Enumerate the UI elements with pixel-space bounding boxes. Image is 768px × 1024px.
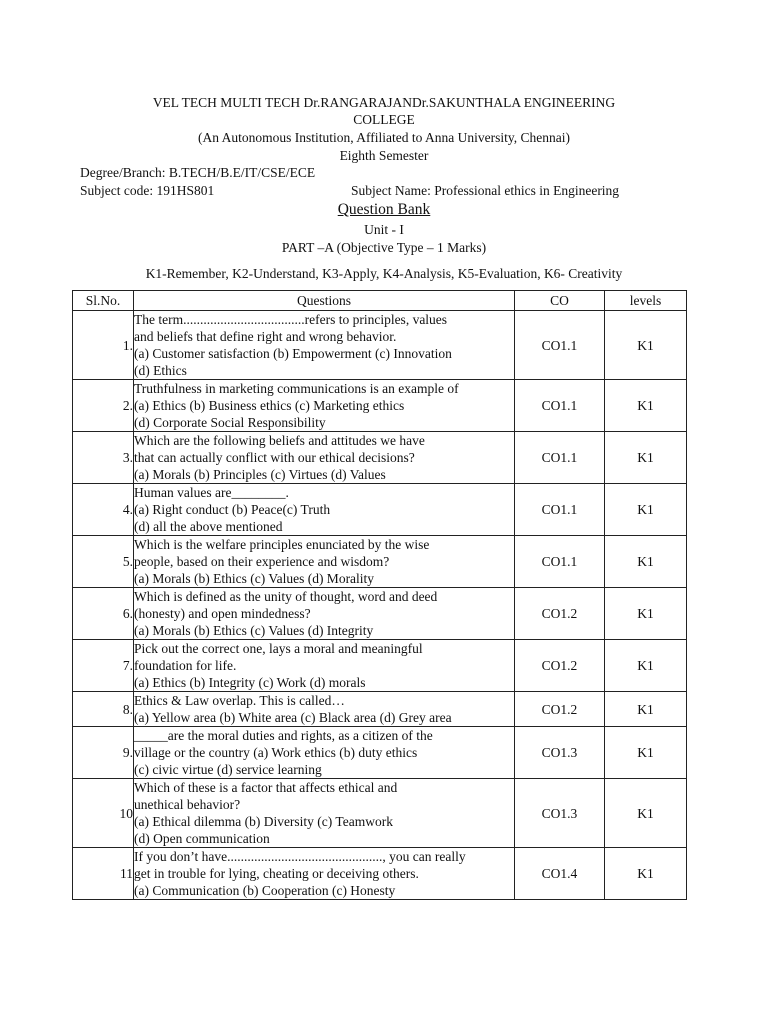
course-outcome: CO1.2 [515, 640, 605, 692]
knowledge-level: K1 [605, 692, 687, 727]
question-cell [134, 311, 515, 380]
serial-number: 4. [73, 484, 134, 536]
question-text-line: (a) Right conduct (b) Peace(c) Truth [134, 502, 331, 517]
course-outcome: CO1.1 [515, 536, 605, 588]
question-text-line: (a) Ethics (b) Business ethics (c) Marketing ethics [134, 398, 405, 413]
question-text-line: (a) Morals (b) Principles (c) Virtues (d) Values [134, 467, 386, 482]
course-outcome: CO1.1 [515, 432, 605, 484]
column-header-questions: Questions [134, 291, 515, 311]
column-header-slno: Sl.No. [73, 291, 134, 311]
question-text-line: (a) Morals (b) Ethics (c) Values (d) Morality [134, 571, 375, 586]
question-text-line: that can actually conflict with our ethical decisions? [134, 450, 415, 465]
question-text-line: (d) all the above mentioned [134, 519, 283, 534]
college-name-line2: COLLEGE [353, 112, 415, 127]
question-text-line: (c) civic virtue (d) service learning [134, 762, 322, 777]
course-outcome: CO1.3 [515, 779, 605, 848]
degree-branch-text: Degree/Branch: B.TECH/B.E/IT/CSE/ECE [80, 165, 316, 180]
question-text-line: (d) Open communication [134, 831, 270, 846]
knowledge-level: K1 [605, 848, 687, 900]
question-text-line: (a) Communication (b) Cooperation (c) Honesty [134, 883, 396, 898]
serial-number: 2. [73, 380, 134, 432]
question-text-line: Human values are________. [134, 485, 289, 500]
question-text-line: unethical behavior? [134, 797, 241, 812]
question-text-line: Pick out the correct one, lays a moral and meaningful [134, 641, 423, 656]
question-text-line: If you don’t have.............................................., you can really [134, 849, 466, 864]
question-cell [134, 380, 515, 432]
question-cell [134, 536, 515, 588]
question-text-line: The term....................................refers to principles, values [134, 312, 448, 327]
question-text-line: Ethics & Law overlap. This is called… [134, 693, 345, 708]
question-cell [134, 640, 515, 692]
course-outcome: CO1.2 [515, 692, 605, 727]
course-outcome: CO1.2 [515, 588, 605, 640]
question-text-line: (a) Ethical dilemma (b) Diversity (c) Teamwork [134, 814, 393, 829]
table-row [73, 311, 687, 380]
course-outcome: CO1.1 [515, 311, 605, 380]
question-text-line: (honesty) and open mindedness? [134, 606, 311, 621]
table-row [73, 779, 687, 848]
knowledge-level: K1 [605, 380, 687, 432]
question-text-line: and beliefs that define right and wrong behavior. [134, 329, 397, 344]
question-cell [134, 484, 515, 536]
question-text-line: foundation for life. [134, 658, 237, 673]
subject-name-text: Subject Name: Professional ethics in Engineering [351, 183, 620, 198]
question-text-line: _____are the moral duties and rights, as a citizen of the [134, 728, 433, 743]
question-cell [134, 588, 515, 640]
unit-text: Unit - I [364, 222, 404, 237]
question-text-line: Truthfulness in marketing communications is an example of [134, 381, 459, 396]
question-text-line: Which are the following beliefs and attitudes we have [134, 433, 425, 448]
table-row [73, 727, 687, 779]
question-table [72, 290, 687, 900]
column-header-co: CO [515, 291, 605, 311]
course-outcome: CO1.4 [515, 848, 605, 900]
knowledge-level: K1 [605, 311, 687, 380]
table-row [73, 536, 687, 588]
knowledge-level: K1 [605, 484, 687, 536]
question-text-line: (a) Customer satisfaction (b) Empowerment (c) Innovation [134, 346, 452, 361]
serial-number: 11 [73, 848, 134, 900]
column-header-levels: levels [605, 291, 687, 311]
affiliation-text: (An Autonomous Institution, Affiliated to Anna University, Chennai) [198, 130, 570, 145]
serial-number: 9. [73, 727, 134, 779]
course-outcome: CO1.3 [515, 727, 605, 779]
knowledge-level: K1 [605, 588, 687, 640]
course-outcome: CO1.1 [515, 484, 605, 536]
serial-number: 6. [73, 588, 134, 640]
question-cell [134, 432, 515, 484]
knowledge-level: K1 [605, 779, 687, 848]
table-header-row [73, 291, 687, 311]
question-text-line: (a) Yellow area (b) White area (c) Black area (d) Grey area [134, 710, 452, 725]
question-text-line: village or the country (a) Work ethics (b) duty ethics [134, 745, 418, 760]
serial-number: 1. [73, 311, 134, 380]
question-text-line: get in trouble for lying, cheating or deceiving others. [134, 866, 419, 881]
table-row [73, 432, 687, 484]
question-table-body [73, 311, 687, 900]
question-text-line: Which is the welfare principles enunciated by the wise [134, 537, 430, 552]
knowledge-level: K1 [605, 432, 687, 484]
question-cell [134, 848, 515, 900]
knowledge-level: K1 [605, 640, 687, 692]
question-text-line: (d) Ethics [134, 363, 187, 378]
knowledge-level: K1 [605, 536, 687, 588]
college-name-line1: VEL TECH MULTI TECH Dr.RANGARAJANDr.SAKUNTHALA ENGINEERING [152, 95, 616, 110]
question-cell [134, 779, 515, 848]
table-row [73, 380, 687, 432]
question-text-line: Which is defined as the unity of thought, word and deed [134, 589, 438, 604]
subject-code-text: Subject code: 191HS801 [80, 183, 215, 198]
document-title: Question Bank [337, 201, 431, 218]
knowledge-level: K1 [605, 727, 687, 779]
question-text-line: (a) Ethics (b) Integrity (c) Work (d) morals [134, 675, 366, 690]
levels-legend: K1-Remember, K2-Understand, K3-Apply, K4-Analysis, K5-Evaluation, K6- Creativity [145, 266, 623, 281]
table-row [73, 848, 687, 900]
serial-number: 3. [73, 432, 134, 484]
question-text-line: (a) Morals (b) Ethics (c) Values (d) Integrity [134, 623, 374, 638]
course-outcome: CO1.1 [515, 380, 605, 432]
table-row [73, 588, 687, 640]
serial-number: 10 [73, 779, 134, 848]
serial-number: 5. [73, 536, 134, 588]
question-text-line: Which of these is a factor that affects ethical and [134, 780, 398, 795]
question-cell [134, 727, 515, 779]
table-row [73, 484, 687, 536]
question-text-line: (d) Corporate Social Responsibility [134, 415, 326, 430]
semester-text: Eighth Semester [339, 148, 429, 163]
serial-number: 7. [73, 640, 134, 692]
question-text-line: people, based on their experience and wisdom? [134, 554, 390, 569]
serial-number: 8. [73, 692, 134, 727]
table-row [73, 692, 687, 727]
part-text: PART –A (Objective Type – 1 Marks) [281, 240, 487, 255]
table-row [73, 640, 687, 692]
question-cell [134, 692, 515, 727]
